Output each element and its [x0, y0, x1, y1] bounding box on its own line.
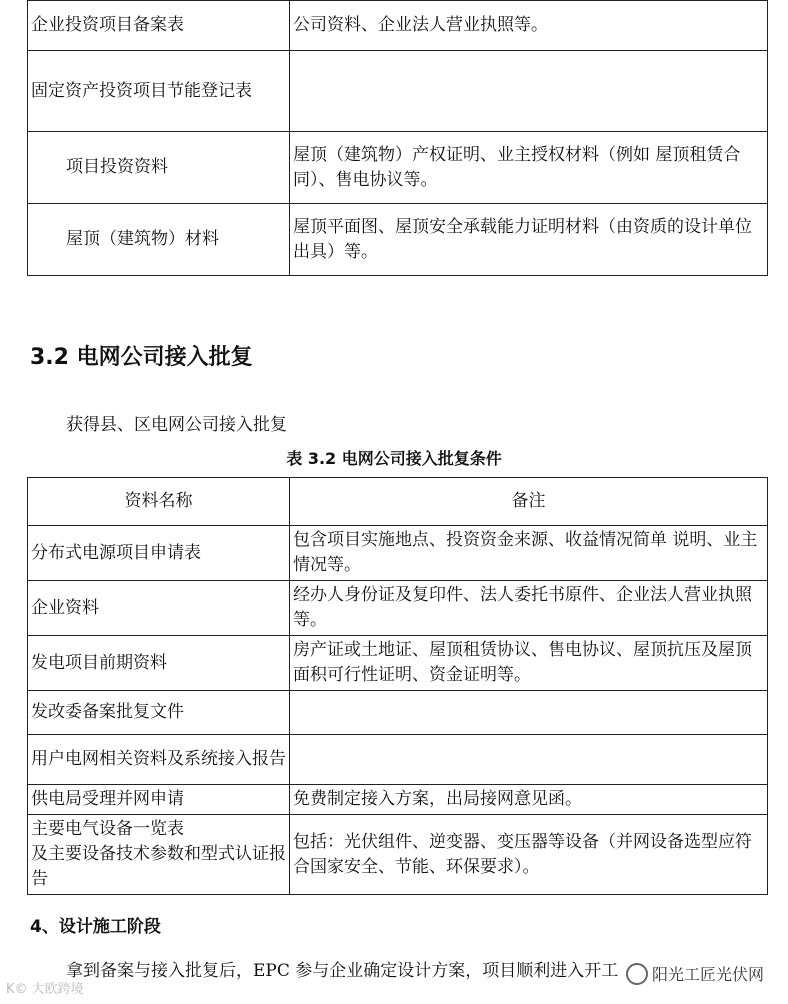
table-row — [28, 51, 768, 132]
table-row — [28, 204, 768, 276]
cell-name: 用户电网相关资料及系统接入报告 — [28, 735, 290, 785]
table-header-row — [28, 478, 768, 526]
section4-paragraph: 拿到备案与接入批复后，EPC 参与企业确定设计方案，项目顺利进入开工 — [66, 961, 619, 981]
table-row — [28, 132, 768, 204]
table-row — [28, 1, 768, 51]
cell-name: 固定资产投资项目节能登记表 — [28, 51, 290, 132]
watermark-left: K© 大欧跨境 — [6, 982, 84, 997]
table-row — [28, 526, 768, 581]
cell-note: 包含项目实施地点、投资资金来源、收益情况简单 说明、业主情况等。 — [290, 526, 768, 581]
cell-note — [290, 51, 768, 132]
cell-note — [290, 691, 768, 735]
cell-note — [290, 735, 768, 785]
wechat-logo-icon — [626, 963, 648, 985]
cell-note: 屋顶（建筑物）产权证明、业主授权材料（例如 屋顶租赁合同）、售电协议等。 — [290, 132, 768, 204]
section4-heading: 4、设计施工阶段 — [30, 917, 161, 937]
cell-name: 企业资料 — [28, 581, 290, 636]
cell-name: 发改委备案批复文件 — [28, 691, 290, 735]
cell-note: 公司资料、企业法人营业执照等。 — [290, 1, 768, 51]
table-row — [28, 815, 768, 895]
header-name: 资料名称 — [28, 478, 290, 526]
table-1 — [27, 0, 768, 276]
cell-note: 房产证或土地证、屋顶租赁协议、售电协议、屋顶抗压及屋顶面积可行性证明、资金证明等。 — [290, 636, 768, 691]
cell-name: 项目投资资料 — [28, 132, 290, 204]
cell-note: 免费制定接入方案，出局接网意见函。 — [290, 785, 768, 815]
table-row — [28, 691, 768, 735]
table-row — [28, 636, 768, 691]
section-paragraph: 获得县、区电网公司接入批复 — [66, 415, 287, 435]
cell-name: 发电项目前期资料 — [28, 636, 290, 691]
section-heading: 3.2 电网公司接入批复 — [30, 345, 253, 370]
table-row — [28, 735, 768, 785]
table-row — [28, 785, 768, 815]
table-caption: 表 3.2 电网公司接入批复条件 — [286, 449, 502, 468]
table-row — [28, 581, 768, 636]
cell-note: 屋顶平面图、屋顶安全承载能力证明材料（由资质的设计单位出具）等。 — [290, 204, 768, 276]
cell-name: 分布式电源项目申请表 — [28, 526, 290, 581]
cell-note: 经办人身份证及复印件、法人委托书原件、企业法人营业执照等。 — [290, 581, 768, 636]
watermark-right — [622, 960, 768, 987]
cell-note: 包括：光伏组件、逆变器、变压器等设备（并网设备选型应符合国家安全、节能、环保要求）。 — [290, 815, 768, 895]
cell-name: 企业投资项目备案表 — [28, 1, 290, 51]
cell-name: 主要电气设备一览表 及主要设备技术参数和型式认证报告 — [28, 815, 290, 895]
table-2 — [27, 477, 768, 895]
cell-name: 供电局受理并网申请 — [28, 785, 290, 815]
header-note: 备注 — [290, 478, 768, 526]
cell-name: 屋顶（建筑物）材料 — [28, 204, 290, 276]
watermark-right-text: 阳光工匠光伏网 — [651, 965, 764, 984]
